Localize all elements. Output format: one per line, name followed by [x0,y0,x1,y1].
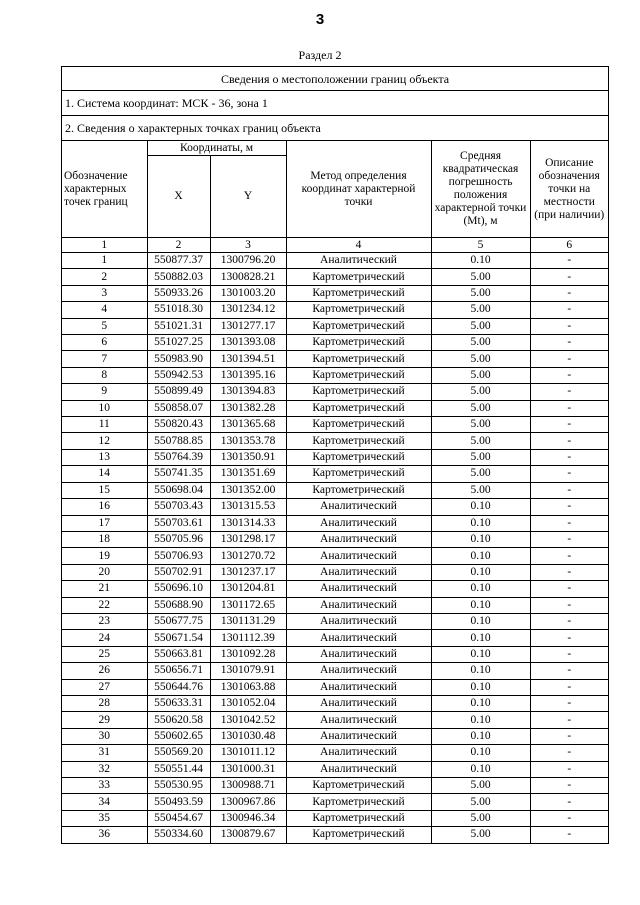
method: Аналитический [286,499,431,515]
y-coordinate: 1301277.17 [210,318,286,334]
points-heading: 2. Сведения о характерных точках границ объекта [62,116,608,141]
x-coordinate: 550703.43 [147,499,210,515]
table-title: Сведения о местоположении границ объекта [62,67,608,91]
x-coordinate: 550688.90 [147,597,210,613]
table-row [62,269,608,285]
method: Аналитический [286,663,431,679]
method: Картометрический [286,449,431,465]
point-description: - [530,712,608,728]
point-number: 22 [62,597,147,613]
table-body [62,253,608,843]
y-coordinate: 1301314.33 [210,515,286,531]
mean-error: 5.00 [431,302,530,318]
point-description: - [530,499,608,515]
point-number: 2 [62,269,147,285]
y-coordinate: 1301352.00 [210,482,286,498]
header-error: Средняя квадратическая погрешность положения характерной точки (Mt), м [431,141,530,238]
point-number: 32 [62,761,147,777]
point-number: 12 [62,433,147,449]
page-number: 3 [315,11,325,28]
y-coordinate: 1301204.81 [210,581,286,597]
point-number: 1 [62,253,147,269]
x-coordinate: 550677.75 [147,613,210,629]
y-coordinate: 1301052.04 [210,695,286,711]
x-coordinate: 550764.39 [147,449,210,465]
y-coordinate: 1301298.17 [210,531,286,547]
x-coordinate: 550942.53 [147,367,210,383]
column-number: 5 [431,238,530,253]
column-number: 2 [147,238,210,253]
table-row [62,613,608,629]
mean-error: 0.10 [431,630,530,646]
table-row [62,728,608,744]
point-number: 17 [62,515,147,531]
x-coordinate: 550656.71 [147,663,210,679]
x-coordinate: 550696.10 [147,581,210,597]
point-number: 10 [62,400,147,416]
point-description: - [530,466,608,482]
x-coordinate: 550705.96 [147,531,210,547]
point-number: 35 [62,810,147,826]
method: Картометрический [286,810,431,826]
method: Аналитический [286,646,431,662]
y-coordinate: 1300828.21 [210,269,286,285]
point-description: - [530,761,608,777]
point-number: 11 [62,417,147,433]
point-number: 25 [62,646,147,662]
x-coordinate: 550882.03 [147,269,210,285]
point-description: - [530,581,608,597]
method: Картометрический [286,827,431,843]
point-number: 13 [62,449,147,465]
y-coordinate: 1301394.51 [210,351,286,367]
y-coordinate: 1300796.20 [210,253,286,269]
section-label: Раздел 2 [298,48,342,62]
method: Картометрический [286,778,431,794]
table-row [62,367,608,383]
y-coordinate: 1300967.86 [210,794,286,810]
mean-error: 0.10 [431,712,530,728]
mean-error: 0.10 [431,499,530,515]
y-coordinate: 1301092.28 [210,646,286,662]
point-description: - [530,335,608,351]
method: Картометрический [286,318,431,334]
method: Аналитический [286,564,431,580]
x-coordinate: 550933.26 [147,285,210,301]
table-row [62,384,608,400]
point-description: - [530,433,608,449]
y-coordinate: 1301000.31 [210,761,286,777]
mean-error: 0.10 [431,663,530,679]
method: Аналитический [286,613,431,629]
x-coordinate: 550877.37 [147,253,210,269]
point-description: - [530,548,608,564]
x-coordinate: 550706.93 [147,548,210,564]
mean-error: 0.10 [431,761,530,777]
point-number: 27 [62,679,147,695]
x-coordinate: 550698.04 [147,482,210,498]
method: Аналитический [286,597,431,613]
table-row [62,761,608,777]
method: Картометрический [286,302,431,318]
mean-error: 5.00 [431,449,530,465]
point-number: 9 [62,384,147,400]
table-row [62,499,608,515]
x-coordinate: 551027.25 [147,335,210,351]
table-row [62,285,608,301]
mean-error: 5.00 [431,318,530,334]
point-description: - [530,351,608,367]
method: Аналитический [286,548,431,564]
method: Аналитический [286,679,431,695]
point-description: - [530,663,608,679]
point-number: 14 [62,466,147,482]
point-description: - [530,417,608,433]
method: Аналитический [286,712,431,728]
point-description: - [530,531,608,547]
table-row [62,646,608,662]
point-description: - [530,482,608,498]
x-coordinate: 550530.95 [147,778,210,794]
table-row [62,318,608,334]
method: Аналитический [286,630,431,646]
table-row [62,778,608,794]
point-description: - [530,695,608,711]
point-description: - [530,253,608,269]
point-number: 23 [62,613,147,629]
method: Картометрический [286,433,431,449]
x-coordinate: 550663.81 [147,646,210,662]
x-coordinate: 550620.58 [147,712,210,728]
y-coordinate: 1301353.78 [210,433,286,449]
point-number: 19 [62,548,147,564]
point-description: - [530,630,608,646]
point-number: 30 [62,728,147,744]
point-description: - [530,679,608,695]
table-row [62,449,608,465]
x-coordinate: 550551.44 [147,761,210,777]
point-description: - [530,728,608,744]
table-row [62,745,608,761]
point-number: 28 [62,695,147,711]
y-coordinate: 1301112.39 [210,630,286,646]
x-coordinate: 550983.90 [147,351,210,367]
table-row [62,794,608,810]
method: Аналитический [286,728,431,744]
table-row [62,827,608,843]
mean-error: 5.00 [431,285,530,301]
point-number: 26 [62,663,147,679]
method: Картометрический [286,466,431,482]
table-row [62,351,608,367]
mean-error: 0.10 [431,695,530,711]
point-description: - [530,384,608,400]
coordinate-system: 1. Система координат: МСК - 36, зона 1 [62,91,608,116]
point-number: 20 [62,564,147,580]
boundary-info-table [61,66,609,844]
mean-error: 0.10 [431,728,530,744]
point-number: 31 [62,745,147,761]
column-number: 6 [530,238,608,253]
table-row [62,695,608,711]
mean-error: 0.10 [431,564,530,580]
y-coordinate: 1300879.67 [210,827,286,843]
mean-error: 0.10 [431,515,530,531]
method: Картометрический [286,482,431,498]
method: Аналитический [286,581,431,597]
method: Аналитический [286,253,431,269]
mean-error: 0.10 [431,679,530,695]
x-coordinate: 550633.31 [147,695,210,711]
header-designation: Обозначение характерных точек границ [62,141,147,238]
mean-error: 5.00 [431,778,530,794]
x-coordinate: 550899.49 [147,384,210,400]
table-row [62,531,608,547]
mean-error: 5.00 [431,269,530,285]
point-number: 5 [62,318,147,334]
mean-error: 5.00 [431,794,530,810]
table-row [62,810,608,826]
column-number: 4 [286,238,431,253]
table-row [62,663,608,679]
method: Аналитический [286,761,431,777]
table-row [62,466,608,482]
y-coordinate: 1300988.71 [210,778,286,794]
column-number: 1 [62,238,147,253]
y-coordinate: 1301350.91 [210,449,286,465]
point-description: - [530,810,608,826]
mean-error: 5.00 [431,335,530,351]
point-number: 3 [62,285,147,301]
header-coordinates: Координаты, м [147,141,286,156]
point-description: - [530,302,608,318]
y-coordinate: 1300946.34 [210,810,286,826]
x-coordinate: 551018.30 [147,302,210,318]
method: Аналитический [286,515,431,531]
point-description: - [530,400,608,416]
mean-error: 0.10 [431,531,530,547]
x-coordinate: 550644.76 [147,679,210,695]
point-description: - [530,367,608,383]
mean-error: 0.10 [431,581,530,597]
y-coordinate: 1301393.08 [210,335,286,351]
point-description: - [530,515,608,531]
mean-error: 0.10 [431,646,530,662]
mean-error: 5.00 [431,417,530,433]
table-row [62,302,608,318]
y-coordinate: 1301063.88 [210,679,286,695]
x-coordinate: 550788.85 [147,433,210,449]
x-coordinate: 550454.67 [147,810,210,826]
table-row [62,433,608,449]
point-number: 36 [62,827,147,843]
mean-error: 5.00 [431,367,530,383]
mean-error: 5.00 [431,400,530,416]
mean-error: 5.00 [431,810,530,826]
y-coordinate: 1301131.29 [210,613,286,629]
table-row [62,417,608,433]
y-coordinate: 1301011.12 [210,745,286,761]
point-description: - [530,778,608,794]
x-coordinate: 550703.61 [147,515,210,531]
point-number: 24 [62,630,147,646]
method: Картометрический [286,285,431,301]
point-description: - [530,827,608,843]
x-coordinate: 550602.65 [147,728,210,744]
point-description: - [530,269,608,285]
point-description: - [530,318,608,334]
y-coordinate: 1301172.65 [210,597,286,613]
x-coordinate: 550858.07 [147,400,210,416]
point-description: - [530,597,608,613]
mean-error: 0.10 [431,253,530,269]
y-coordinate: 1301315.53 [210,499,286,515]
header-y: Y [210,156,286,238]
table-row [62,597,608,613]
header-x: X [147,156,210,238]
point-number: 6 [62,335,147,351]
method: Картометрический [286,367,431,383]
table-row [62,335,608,351]
mean-error: 0.10 [431,613,530,629]
y-coordinate: 1301270.72 [210,548,286,564]
point-number: 21 [62,581,147,597]
method: Картометрический [286,351,431,367]
point-description: - [530,564,608,580]
x-coordinate: 550820.43 [147,417,210,433]
table-row [62,400,608,416]
mean-error: 5.00 [431,351,530,367]
table-row [62,515,608,531]
point-number: 18 [62,531,147,547]
y-coordinate: 1301395.16 [210,367,286,383]
column-number: 3 [210,238,286,253]
table-row [62,679,608,695]
method: Картометрический [286,269,431,285]
x-coordinate: 550493.59 [147,794,210,810]
point-number: 16 [62,499,147,515]
mean-error: 5.00 [431,466,530,482]
y-coordinate: 1301394.83 [210,384,286,400]
table-row [62,581,608,597]
point-description: - [530,794,608,810]
table-row [62,630,608,646]
x-coordinate: 550334.60 [147,827,210,843]
mean-error: 5.00 [431,482,530,498]
x-coordinate: 551021.31 [147,318,210,334]
mean-error: 5.00 [431,384,530,400]
x-coordinate: 550671.54 [147,630,210,646]
mean-error: 5.00 [431,827,530,843]
y-coordinate: 1301365.68 [210,417,286,433]
table-row [62,253,608,269]
x-coordinate: 550569.20 [147,745,210,761]
y-coordinate: 1301042.52 [210,712,286,728]
point-number: 34 [62,794,147,810]
point-description: - [530,449,608,465]
method: Картометрический [286,400,431,416]
y-coordinate: 1301237.17 [210,564,286,580]
table-row [62,482,608,498]
x-coordinate: 550702.91 [147,564,210,580]
point-description: - [530,646,608,662]
method: Аналитический [286,695,431,711]
point-number: 29 [62,712,147,728]
method: Аналитический [286,745,431,761]
point-number: 8 [62,367,147,383]
header-description: Описание обозначения точки на местности (при наличии) [530,141,608,238]
header-method: Метод определения координат характерной точки [286,141,431,238]
table-row [62,712,608,728]
point-description: - [530,285,608,301]
y-coordinate: 1301003.20 [210,285,286,301]
method: Картометрический [286,335,431,351]
point-description: - [530,613,608,629]
point-number: 15 [62,482,147,498]
table-row [62,548,608,564]
y-coordinate: 1301079.91 [210,663,286,679]
y-coordinate: 1301234.12 [210,302,286,318]
method: Картометрический [286,384,431,400]
method: Аналитический [286,531,431,547]
point-number: 4 [62,302,147,318]
y-coordinate: 1301351.69 [210,466,286,482]
x-coordinate: 550741.35 [147,466,210,482]
mean-error: 0.10 [431,597,530,613]
coordinates-table [62,141,608,843]
point-description: - [530,745,608,761]
point-number: 7 [62,351,147,367]
table-row [62,564,608,580]
mean-error: 5.00 [431,433,530,449]
method: Картометрический [286,417,431,433]
mean-error: 0.10 [431,745,530,761]
y-coordinate: 1301030.48 [210,728,286,744]
mean-error: 0.10 [431,548,530,564]
point-number: 33 [62,778,147,794]
y-coordinate: 1301382.28 [210,400,286,416]
method: Картометрический [286,794,431,810]
